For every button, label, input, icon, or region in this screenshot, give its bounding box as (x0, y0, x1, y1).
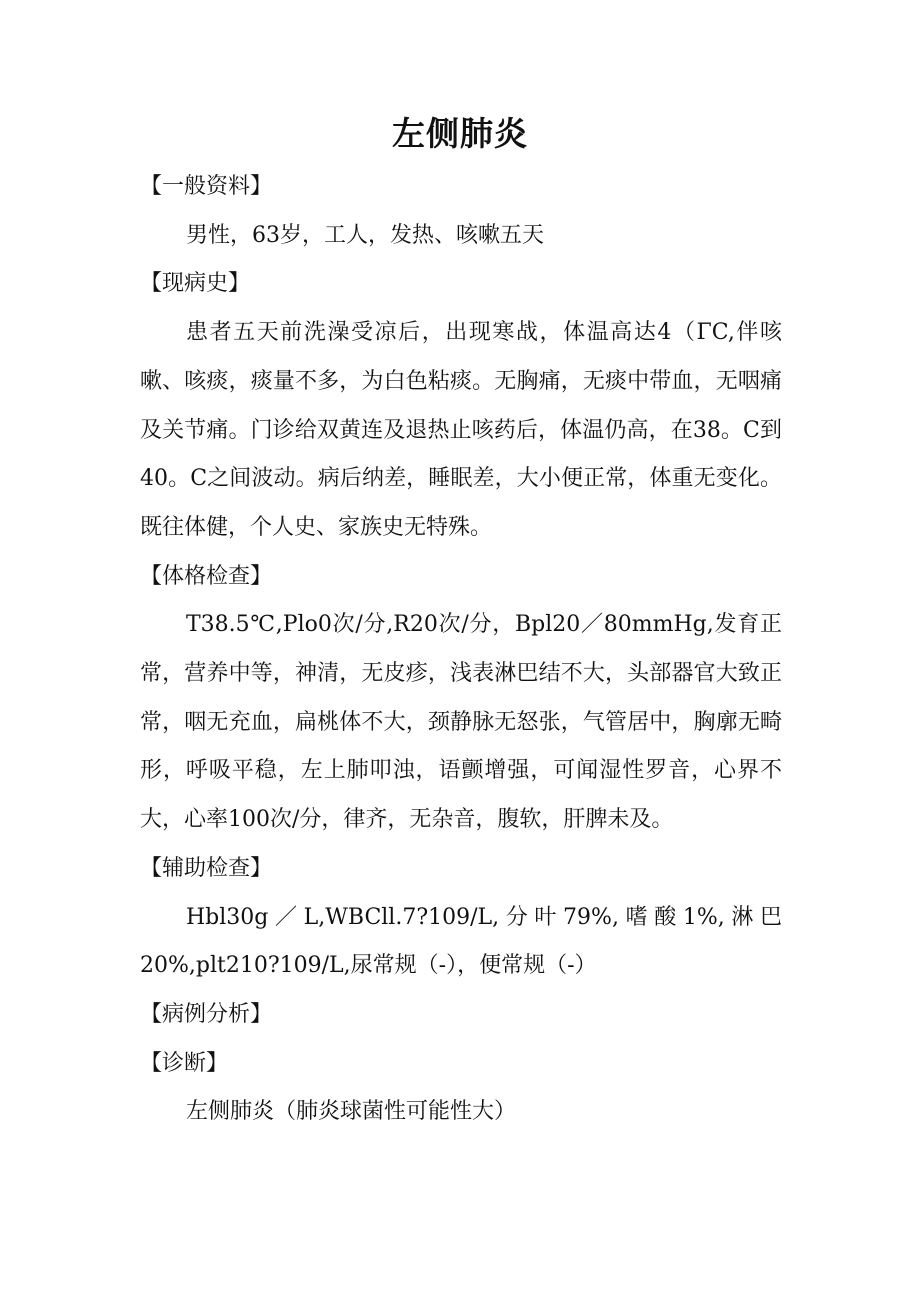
heading-auxiliary-exam: 【辅助检查】 (140, 855, 273, 881)
document-body (140, 163, 782, 1137)
document-title: 左侧肺炎 (392, 114, 528, 153)
general-info-text: 男性，63岁，工人，发热、咳嗽五天 (186, 222, 544, 248)
heading-present-illness: 【现病史】 (140, 271, 251, 297)
diagnosis-text: 左侧肺炎（肺炎球菌性可能性大） (186, 1099, 517, 1125)
present-illness-text: 患者五天前洗澡受凉后，出现寒战，体温高达4（ΓC,伴咳嗽、咳痰，痰量不多，为白色粘痰。无胸痛，无痰中带血，无咽痛及关节痛。门诊给双黄连及退热止咳药后，体温仍高，在38。C到40。C之间波动。病后纳差，睡眠差，大小便正常，体重无变化。既往体健，个人史、家族史无特殊。 (140, 320, 782, 540)
heading-diagnosis: 【诊断】 (140, 1050, 229, 1076)
auxiliary-exam-text: Hbl30g／L,WBCll.7?109/L,分叶79%,嗜酸1%,淋巴20%,plt210?109/L,尿常规（-），便常规（-） (140, 904, 782, 979)
heading-physical-exam: 【体格检查】 (140, 563, 273, 589)
heading-case-analysis: 【病例分析】 (140, 1001, 273, 1027)
heading-general-info: 【一般资料】 (140, 174, 273, 199)
physical-exam-text: T38.5℃,Plo0次/分,R20次/分，Bpl20／80mmHg,发育正常，营养中等，神清，无皮疹，浅表淋巴结不大，头部器官大致正常，咽无充血，扁桃体不大，颈静脉无怒张，气管居中，胸廓无畸形，呼吸平稳，左上肺叩浊，语颤增强，可闻湿性罗音，心界不大，心率100次/分，律齐，无杂音，腹软，肝脾未及。 (140, 612, 782, 833)
